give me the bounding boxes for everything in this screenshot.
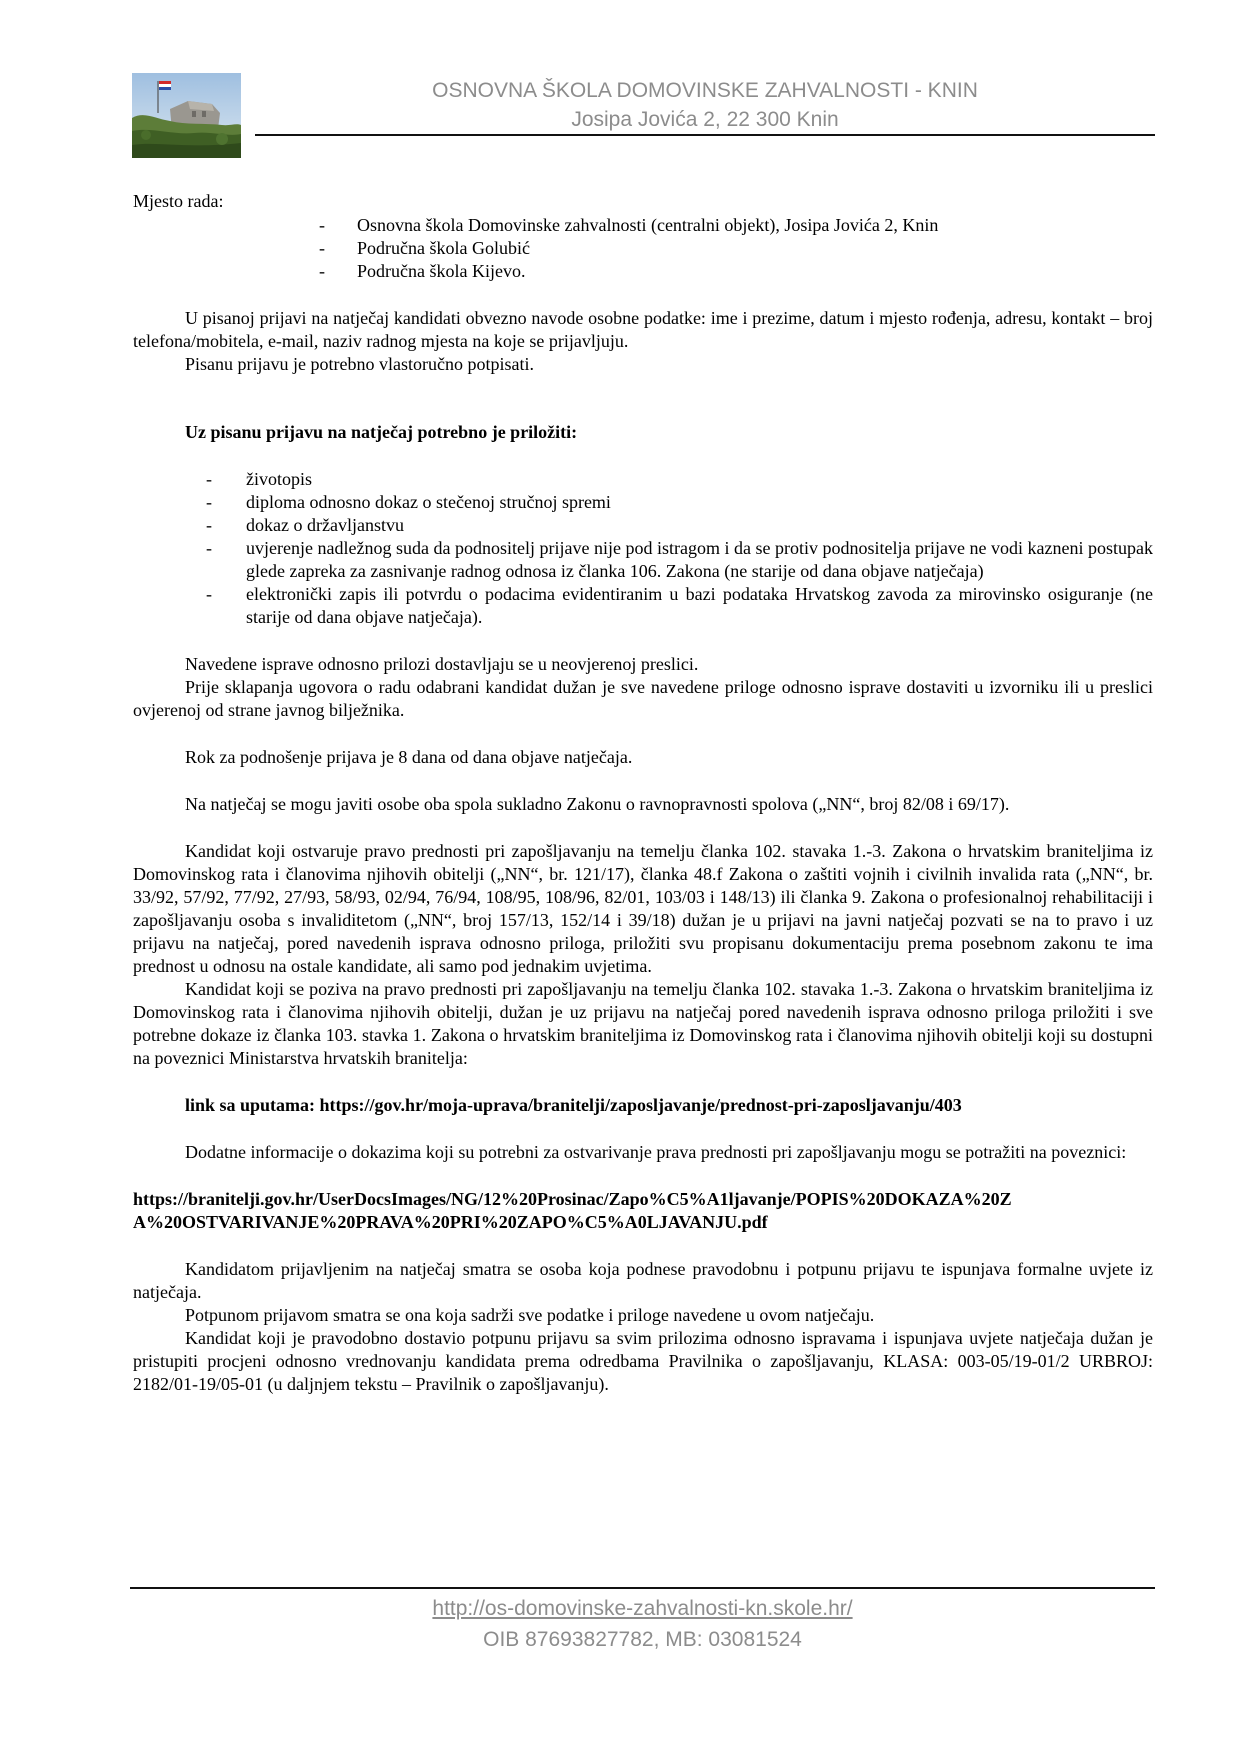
dash-bullet: - xyxy=(206,469,212,489)
fortress-image-icon xyxy=(132,73,241,158)
footer-divider xyxy=(130,1587,1155,1589)
priority-paragraph: Kandidat koji ostvaruje pravo prednosti pri zapošljavanju na temelju članka 102. stavaka 1.-3. Zakona o hrvatskim braniteljima iz Domovinskog rata i članovima njihovih obitelji („NN“, br. 121/17), članka 48.f Zakona o zaštiti vojnih i civilnih invalida rata („NN“, br. 33/92, 57/92, 77/92, 27/93, 58/93, 02/94, 76/94, 108/95, 108/96, 82/01, 103/03 i 148/13) ili članka 9. Zakona o profesionalnoj rehabilitaciji i zapošljavanju osoba s invaliditetom („NN“, broj 157/13, 152/14 i 39/18) dužan je u prijavi na javni natječaj pozvati se na to pravo i uz prijavu na natječaj, pored navedenih isprava odnosno priloga, priložiti svu propisanu dokumentaciju prema posebnom zakonu te ima prednost u odnosu na ostale kandidate, ali samo pod jednakim uvjetima. xyxy=(133,841,1153,976)
complete-application-paragraph: Potpunom prijavom smatra se ona koja sadrži sve podatke i priloge navedene u ovom natječaju. xyxy=(185,1305,875,1325)
list-item: - Područna škola Golubić xyxy=(319,238,530,258)
copies-paragraph: Navedene isprave odnosno prilozi dostavljaju se u neovjerenoj preslici. xyxy=(185,654,699,674)
equality-paragraph: Na natječaj se mogu javiti osobe oba spola sukladno Zakonu o ravnopravnosti spolova („NN“, broj 82/08 i 69/17). xyxy=(185,794,1010,814)
list-item: - uvjerenje nadležnog suda da podnositelj prijave nije pod istragom i da se protiv podnositelja prijave ne vodi kazneni postupak glede zapreka za zasnivanje radnog odnosa iz članka 106. Zakona (ne starije od dana objave natječaja) xyxy=(206,538,1153,581)
priority-evidence-paragraph: Kandidat koji se poziva na pravo prednosti pri zapošljavanju na temelju članka 102. stavaka 1.-3. Zakona o hrvatskim braniteljima iz Domovinskog rata i članovima njihovih obitelji, dužan je uz prijavu na natječaj pored navedenih isprava odnosno priloga priložiti i sve potrebne dokaze iz članka 103. stavka 1. Zakona o hrvatskim braniteljima iz Domovinskog rata i članovima njihovih obitelji koji su dostupni na poveznici Ministarstva hrvatskih branitelja: xyxy=(133,979,1153,1068)
list-item: - životopis xyxy=(206,469,312,489)
work-place-label: Mjesto rada: xyxy=(133,191,224,211)
list-item: - diploma odnosno dokaz o stečenoj stručnoj spremi xyxy=(206,492,611,512)
list-item: - Područna škola Kijevo. xyxy=(319,261,526,281)
school-header xyxy=(255,76,1155,134)
school-website-link[interactable]: http://os-domovinske-zahvalnosti-kn.skole.hr/ xyxy=(432,1597,853,1620)
additional-info-paragraph: Dodatne informacije o dokazima koji su potrebni za ostvarivanje prava prednosti pri zapošljavanju mogu se potražiti na poveznici: xyxy=(185,1142,1127,1162)
header-divider xyxy=(255,134,1155,136)
school-name: OSNOVNA ŠKOLA DOMOVINSKE ZAHVALNOSTI - KNIN xyxy=(432,79,978,102)
instructions-link[interactable]: link sa uputama: https://gov.hr/moja-uprava/branitelji/zaposljavanje/prednost-pri-zaposljavanju/403 xyxy=(185,1095,962,1115)
page-footer xyxy=(130,1593,1155,1655)
application-paragraph: U pisanoj prijavi na natječaj kandidati obvezno navode osobne podatke: ime i prezime, datum i mjesto rođenja, adresu, kontakt – broj telefona/mobitela, e-mail, naziv radnog mjesta na koje se prijavljuju. xyxy=(133,308,1153,351)
attachments-heading: Uz pisanu prijavu na natječaj potrebno je priložiti: xyxy=(185,422,578,442)
originals-paragraph: Prije sklapanja ugovora o radu odabrani kandidat dužan je sve navedene priloge odnosno isprave dostaviti u izvorniku ili u preslici ovjerenoj od strane javnog bilježnika. xyxy=(133,677,1153,720)
list-item: - dokaz o državljanstvu xyxy=(206,515,404,535)
signature-paragraph: Pisanu prijavu je potrebno vlastoručno potpisati. xyxy=(185,354,534,374)
dash-bullet: - xyxy=(206,584,212,604)
document-body xyxy=(133,190,1153,1396)
candidate-definition-paragraph: Kandidatom prijavljenim na natječaj smatra se osoba koja podnese pravodobnu i potpunu prijavu te ispunjava formalne uvjete iz natječaja. xyxy=(133,1259,1153,1302)
dash-bullet: - xyxy=(206,538,212,558)
dash-bullet: - xyxy=(319,215,325,235)
list-item: - elektronički zapis ili potvrdu o podacima evidentiranim u bazi podataka Hrvatskog zavoda za mirovinsko osiguranje (ne starije od dana objave natječaja). xyxy=(206,584,1153,627)
list-item: - Osnovna škola Domovinske zahvalnosti (centralni objekt), Josipa Jovića 2, Knin xyxy=(319,215,939,235)
attachments-list xyxy=(133,468,1153,629)
school-address: Josipa Jovića 2, 22 300 Knin xyxy=(571,108,839,131)
school-identifiers: OIB 87693827782, MB: 03081524 xyxy=(483,1628,802,1651)
work-place-list xyxy=(133,214,1153,283)
evidence-list-link[interactable]: https://branitelji.gov.hr/UserDocsImages/NG/12%20Prosinac/Zapo%C5%A1ljavanje/POPIS%20DOKAZA%20Z A%20OSTVARIVANJE%20PRAVA%20PRI%20ZAPO%C5%A0LJAVANJU.pdf xyxy=(133,1189,1012,1232)
dash-bullet: - xyxy=(206,515,212,535)
deadline-paragraph: Rok za podnošenje prijava je 8 dana od dana objave natječaja. xyxy=(185,747,633,767)
fortress-photo xyxy=(132,73,241,158)
dash-bullet: - xyxy=(319,238,325,258)
dash-bullet: - xyxy=(319,261,325,281)
dash-bullet: - xyxy=(206,492,212,512)
assessment-paragraph: Kandidat koji je pravodobno dostavio potpunu prijavu sa svim prilozima odnosno ispravama i ispunjava uvjete natječaja dužan je pristupiti procjeni odnosno vrednovanju kandidata prema odredbama Pravilnika o zapošljavanju, KLASA: 003-05/19-01/2 URBROJ: 2182/01-19/05-01 (u daljnjem tekstu – Pravilnik o zapošljavanju). xyxy=(133,1328,1153,1394)
